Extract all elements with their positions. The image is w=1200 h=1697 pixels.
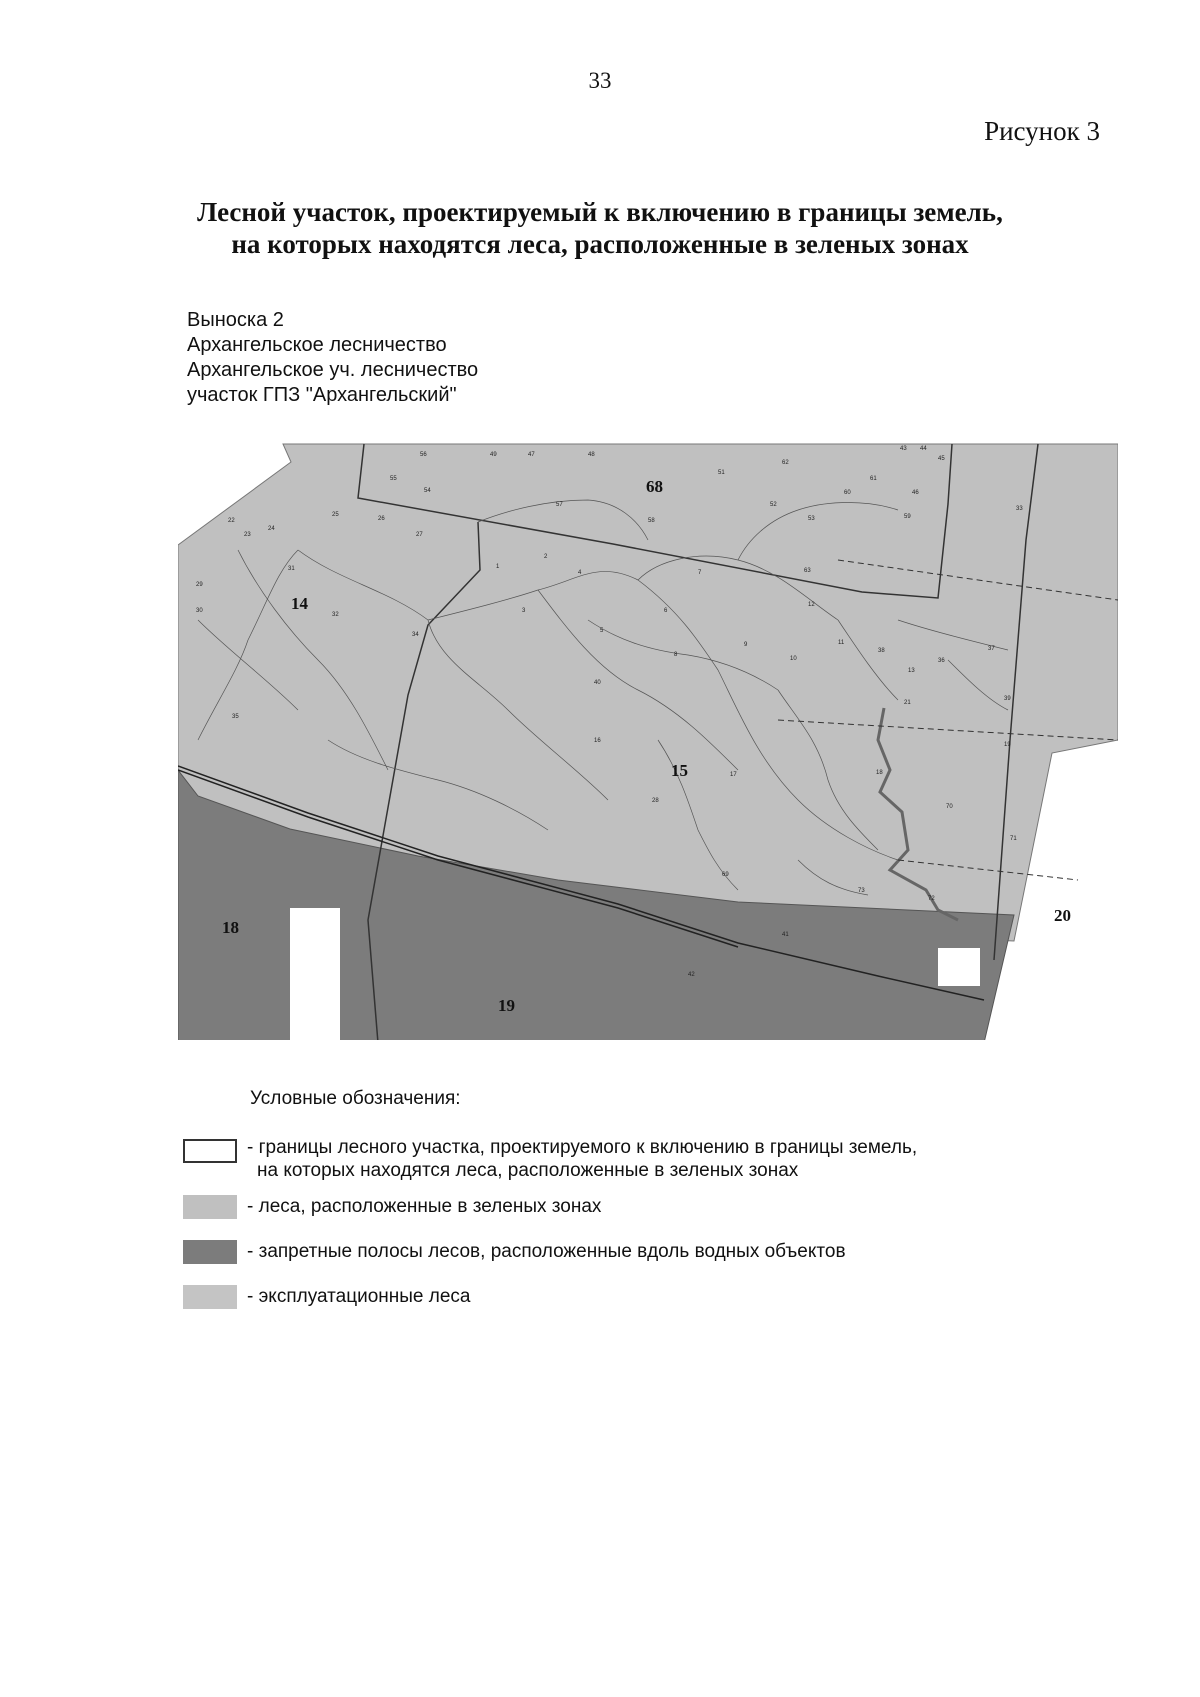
legend-item-exploitation <box>183 1285 1083 1311</box>
legend-swatch-green-zone <box>183 1195 237 1219</box>
plot-label: 53 <box>808 516 815 522</box>
plot-label: 49 <box>490 452 497 458</box>
plot-label: 44 <box>920 446 927 452</box>
legend-text-green-zone: - леса, расположенные в зеленых зонах <box>247 1196 602 1217</box>
plot-label: 22 <box>228 518 235 524</box>
page-number: 33 <box>588 68 612 93</box>
page-title <box>100 196 1100 260</box>
plot-label: 26 <box>378 516 385 522</box>
legend-title: Условные обозначения: <box>250 1088 461 1109</box>
plot-label: 58 <box>648 518 655 524</box>
plot-label: 25 <box>332 512 339 518</box>
quarter-label-20: 20 <box>1054 906 1071 925</box>
plot-label: 24 <box>268 526 275 532</box>
plot-label: 59 <box>904 514 911 520</box>
legend-text-boundary-1: - границы лесного участка, проектируемого к включению в границы земель, <box>247 1137 918 1158</box>
legend-item-ban-strip <box>183 1240 1083 1266</box>
plot-label: 34 <box>412 632 419 638</box>
callout-block <box>187 308 478 408</box>
plot-label: 72 <box>928 896 935 902</box>
legend-swatch-boundary <box>183 1139 237 1163</box>
plot-label: 21 <box>904 700 911 706</box>
plot-label: 54 <box>424 488 431 494</box>
plot-label: 28 <box>652 798 659 804</box>
title-line-1: Лесной участок, проектируемый к включению в границы земель, <box>197 197 1003 227</box>
legend-swatch-ban-strip <box>183 1240 237 1264</box>
quarter-label-14: 14 <box>291 594 308 613</box>
plot-label: 4 <box>578 570 582 576</box>
quarter-label-19: 19 <box>498 996 515 1015</box>
legend-text-ban-strip: - запретные полосы лесов, расположенные вдоль водных объектов <box>247 1241 846 1262</box>
plot-label: 38 <box>878 648 885 654</box>
plot-label: 45 <box>938 456 945 462</box>
plot-label: 2 <box>544 554 548 560</box>
plot-label: 48 <box>588 452 595 458</box>
legend-item-green-zone <box>183 1195 1083 1221</box>
callout-line-4: участок ГПЗ "Архангельский" <box>187 384 457 406</box>
plot-label: 10 <box>790 656 797 662</box>
quarter-label-68: 68 <box>646 477 663 496</box>
callout-line-1: Выноска 2 <box>187 309 284 331</box>
plot-label: 7 <box>698 570 702 576</box>
plot-label: 3 <box>522 608 526 614</box>
plot-label: 27 <box>416 532 423 538</box>
plot-label: 30 <box>196 608 203 614</box>
figure-label: Рисунок 3 <box>984 116 1100 146</box>
quarter-label-18: 18 <box>222 918 239 937</box>
plot-label: 39 <box>1004 696 1011 702</box>
excluded-plot-1 <box>290 908 340 1040</box>
plot-label: 69 <box>722 872 729 878</box>
plot-label: 35 <box>232 714 239 720</box>
plot-label: 36 <box>938 658 945 664</box>
plot-label: 60 <box>844 490 851 496</box>
plot-label: 41 <box>782 932 789 938</box>
plot-label: 62 <box>782 460 789 466</box>
plot-label: 5 <box>600 628 604 634</box>
plot-label: 57 <box>556 502 563 508</box>
plot-label: 71 <box>1010 836 1017 842</box>
plot-label: 37 <box>988 646 995 652</box>
plot-label: 61 <box>870 476 877 482</box>
callout-line-2: Архангельское лесничество <box>187 334 447 356</box>
plot-label: 43 <box>900 446 907 452</box>
legend-text-exploitation: - эксплуатационные леса <box>247 1286 471 1307</box>
plot-label: 8 <box>674 652 678 658</box>
plot-label: 11 <box>838 640 845 646</box>
plot-label: 70 <box>946 804 953 810</box>
plot-label: 31 <box>288 566 295 572</box>
plot-label: 29 <box>196 582 203 588</box>
plot-label: 33 <box>1016 506 1023 512</box>
legend-text-boundary-2: на которых находятся леса, расположенные в зеленых зонах <box>257 1160 799 1181</box>
forest-map <box>178 440 1118 1040</box>
plot-label: 56 <box>420 452 427 458</box>
plot-label: 46 <box>912 490 919 496</box>
plot-label: 32 <box>332 612 339 618</box>
quarter-label-15: 15 <box>671 761 688 780</box>
plot-label: 63 <box>804 568 811 574</box>
plot-label: 55 <box>390 476 397 482</box>
plot-label: 47 <box>528 452 535 458</box>
excluded-plot-2 <box>938 948 980 986</box>
plot-label: 42 <box>688 972 695 978</box>
plot-label: 52 <box>770 502 777 508</box>
plot-label: 6 <box>664 608 668 614</box>
plot-label: 17 <box>730 772 737 778</box>
plot-label: 16 <box>594 738 601 744</box>
plot-label: 9 <box>744 642 748 648</box>
legend-item-boundary <box>183 1136 1083 1188</box>
plot-label: 18 <box>876 770 883 776</box>
callout-line-3: Архангельское уч. лесничество <box>187 359 479 381</box>
legend-swatch-exploitation <box>183 1285 237 1309</box>
plot-label: 51 <box>718 470 725 476</box>
title-line-2: на которых находятся леса, расположенные в зеленых зонах <box>231 229 969 259</box>
map-svg <box>178 440 1118 1040</box>
plot-label: 73 <box>858 888 865 894</box>
plot-label: 23 <box>244 532 251 538</box>
plot-label: 40 <box>594 680 601 686</box>
plot-label: 12 <box>808 602 815 608</box>
plot-label: 13 <box>908 668 915 674</box>
plot-label: 1 <box>496 564 500 570</box>
plot-label: 19 <box>1004 742 1011 748</box>
